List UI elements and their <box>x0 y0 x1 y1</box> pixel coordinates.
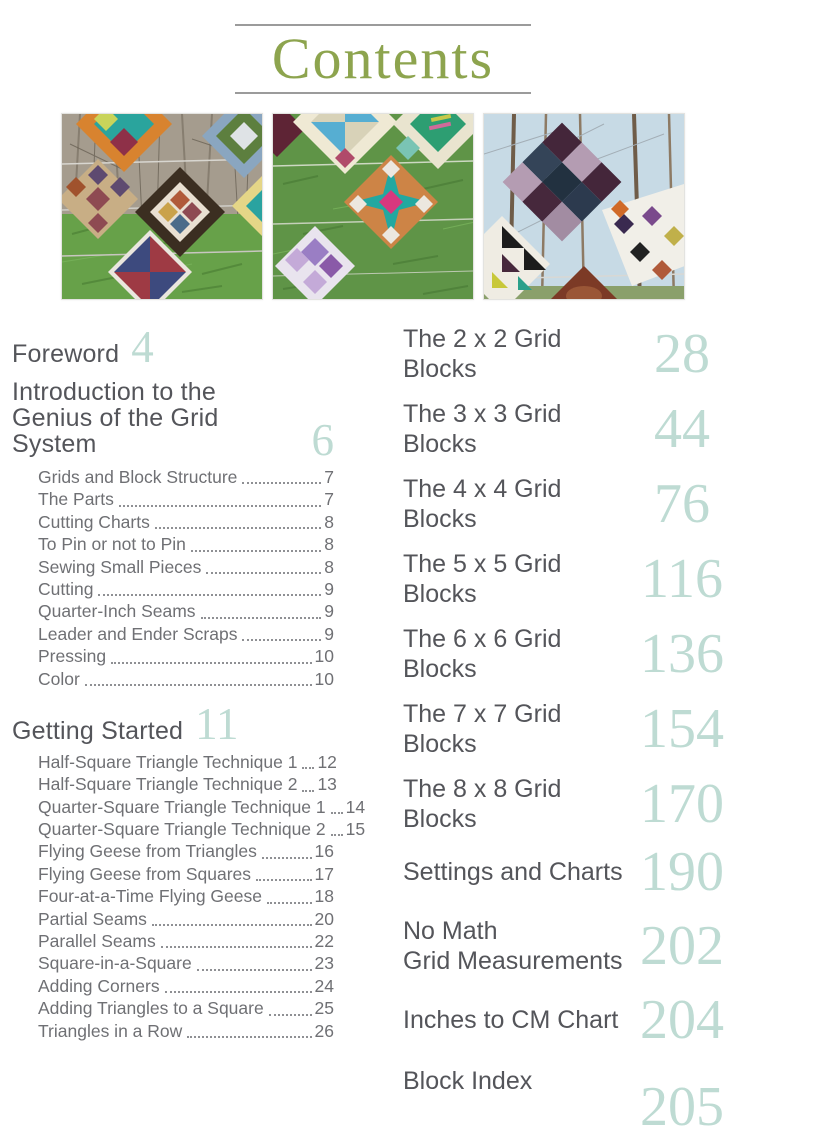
toc-item-row <box>38 624 334 646</box>
dot-leader <box>161 946 312 948</box>
quilt-photo-1-art <box>62 114 263 300</box>
toc-item-row <box>38 467 334 489</box>
toc-item-page: 12 <box>317 751 337 772</box>
toc-item-page: 20 <box>314 908 334 929</box>
toc-item-row <box>38 557 334 579</box>
entry-3x3-grid-blocks <box>403 399 741 459</box>
title-rule-bottom <box>235 92 531 94</box>
toc-item-page: 8 <box>324 534 334 555</box>
toc-item-label: Grids and Block Structure <box>38 467 238 487</box>
quilt-photo-2-art <box>273 114 474 300</box>
dot-leader <box>269 1014 312 1016</box>
section-heading-getting-started <box>12 698 334 749</box>
dot-leader <box>262 857 312 859</box>
toc-item-row <box>38 886 334 908</box>
toc-item-label: Quarter-Inch Seams <box>38 601 196 622</box>
entry-label: Settings and Charts <box>403 858 623 886</box>
dot-leader <box>302 790 314 792</box>
toc-item-label: To Pin or not to Pin <box>38 534 186 555</box>
dot-leader <box>242 639 321 641</box>
toc-item-page: 16 <box>314 841 334 862</box>
toc-item-label: Square-in-a-Square <box>38 953 192 974</box>
toc-item-row <box>38 976 334 998</box>
dot-leader <box>331 812 343 814</box>
toc-item-label: Flying Geese from Triangles <box>38 841 257 862</box>
toc-item-label: Half-Square Triangle Technique 1 <box>38 751 298 772</box>
toc-item-row <box>38 796 366 819</box>
toc-item-label: Quarter-Square Triangle Technique 1 <box>38 796 326 817</box>
section-page-number: 11 <box>195 698 239 749</box>
dot-leader <box>165 991 312 993</box>
entry-2x2-grid-blocks <box>403 324 741 384</box>
entry-page-number: 204 <box>640 989 724 1051</box>
toc-item-row <box>38 751 337 774</box>
entry-no-math-grid-measurements <box>403 910 741 982</box>
toc-item-label: Parallel Seams <box>38 931 156 952</box>
dot-leader <box>331 834 343 836</box>
entry-page-number: 205 <box>640 1076 724 1138</box>
section-title: Getting Started <box>12 716 184 745</box>
toc-item-label: Cutting Charts <box>38 511 150 532</box>
toc-item-row <box>38 669 334 691</box>
section-title: Introduction to the Genius of the Grid System <box>12 378 219 458</box>
dot-leader <box>197 969 312 971</box>
toc-item-label: Pressing <box>38 646 107 667</box>
toc-item-row <box>38 534 334 556</box>
toc-item-label: The Parts <box>38 489 114 510</box>
entry-label: The 4 x 4 Grid Blocks <box>403 475 562 533</box>
toc-item-page: 25 <box>314 998 334 1019</box>
toc-item-row <box>38 512 334 534</box>
getting-started-items <box>38 751 366 1043</box>
toc-item-label: Cutting <box>38 578 94 599</box>
toc-item-page: 9 <box>324 578 334 599</box>
dot-leader <box>206 572 321 574</box>
section-page-number: 6 <box>311 415 334 465</box>
photo-strip <box>61 113 685 300</box>
toc-item-label: Partial Seams <box>38 908 147 929</box>
entry-page-number: 154 <box>640 698 724 760</box>
toc-item-label: Four-at-a-Time Flying Geese <box>38 886 262 907</box>
dot-leader <box>187 1036 311 1038</box>
toc-item-row <box>38 646 334 668</box>
introduction-items <box>38 467 334 691</box>
toc-left-column <box>12 322 366 1043</box>
toc-item-page: 26 <box>314 1020 334 1041</box>
toc-item-row <box>38 819 366 841</box>
dot-leader <box>155 527 321 529</box>
toc-item-page: 22 <box>314 931 334 952</box>
dot-leader <box>302 767 314 769</box>
toc-item-page: 7 <box>324 489 334 510</box>
toc-item-page: 8 <box>324 511 334 532</box>
toc-item-page: 18 <box>314 886 334 907</box>
dot-leader <box>191 550 321 552</box>
quilt-photo-3-art <box>484 114 685 300</box>
entry-label: Block Index <box>403 1067 533 1095</box>
entry-7x7-grid-blocks <box>403 699 741 759</box>
toc-item-label: Triangles in a Row <box>38 1020 183 1041</box>
toc-item-row <box>38 601 334 623</box>
toc-item-row <box>38 953 334 975</box>
entry-label: The 3 x 3 Grid Blocks <box>403 400 562 458</box>
toc-item-row <box>38 931 334 953</box>
toc-item-label: Half-Square Triangle Technique 2 <box>38 774 298 795</box>
toc-item-label: Flying Geese from Squares <box>38 863 252 884</box>
toc-item-label: Color <box>38 668 80 689</box>
toc-item-label: Leader and Ender Scraps <box>38 623 238 644</box>
toc-item-page: 15 <box>345 819 366 840</box>
entry-page-number: 44 <box>654 398 710 460</box>
quilt-photo-3 <box>483 113 685 300</box>
toc-item-page: 14 <box>345 796 366 817</box>
entry-label: No Math Grid Measurements <box>403 917 623 975</box>
dot-leader <box>85 684 312 686</box>
entry-label: Inches to CM Chart <box>403 1006 619 1034</box>
section-heading-foreword <box>12 322 334 372</box>
page-title: Contents <box>271 26 495 91</box>
entry-page-number: 170 <box>640 773 724 835</box>
entry-label: The 5 x 5 Grid Blocks <box>403 550 562 608</box>
toc-item-row <box>38 864 334 886</box>
dot-leader <box>256 879 312 881</box>
entry-label: The 6 x 6 Grid Blocks <box>403 625 562 683</box>
entry-label: The 7 x 7 Grid Blocks <box>403 700 562 758</box>
toc-item-label: Sewing Small Pieces <box>38 556 202 577</box>
toc-item-page: 9 <box>324 601 334 622</box>
entry-8x8-grid-blocks <box>403 774 741 834</box>
toc-item-page: 13 <box>317 774 337 795</box>
dot-leader <box>242 482 321 484</box>
entry-page-number: 136 <box>640 623 724 685</box>
entry-label: The 2 x 2 Grid Blocks <box>403 325 562 383</box>
toc-item-label: Quarter-Square Triangle Technique 2 <box>38 819 326 840</box>
toc-item-row <box>38 909 334 931</box>
section-title: Foreword <box>12 340 120 368</box>
quilt-photo-1 <box>61 113 263 300</box>
toc-item-row <box>38 774 337 796</box>
entry-block-index <box>403 1058 741 1138</box>
section-page-number: 4 <box>131 322 154 372</box>
toc-item-page: 23 <box>314 953 334 974</box>
quilt-photo-2 <box>272 113 474 300</box>
dot-leader <box>201 617 322 619</box>
toc-item-page: 10 <box>314 646 334 667</box>
toc-item-row <box>38 489 334 511</box>
toc-item-label: Adding Triangles to a Square <box>38 998 264 1019</box>
entry-settings-and-charts <box>403 841 741 903</box>
entry-4x4-grid-blocks <box>403 474 741 534</box>
dot-leader <box>119 505 321 507</box>
page-header <box>235 24 531 94</box>
section-heading-introduction <box>12 378 334 465</box>
toc-item-page: 8 <box>324 556 334 577</box>
entry-inches-to-cm-chart <box>403 989 741 1051</box>
toc-item-page: 7 <box>324 467 334 487</box>
toc-right-column <box>403 323 741 1138</box>
dot-leader <box>98 594 321 596</box>
dot-leader <box>152 924 312 926</box>
toc-item-row <box>38 998 334 1020</box>
toc-item-row <box>38 579 334 601</box>
entry-page-number: 202 <box>640 915 724 977</box>
dot-leader <box>111 662 311 664</box>
toc-item-label: Adding Corners <box>38 975 160 996</box>
entry-page-number: 116 <box>641 548 723 610</box>
toc-item-page: 24 <box>314 975 334 996</box>
entry-page-number: 76 <box>654 473 710 535</box>
entry-6x6-grid-blocks <box>403 624 741 684</box>
dot-leader <box>267 902 312 904</box>
toc-item-page: 10 <box>314 668 334 689</box>
toc-item-row <box>38 841 334 863</box>
entry-5x5-grid-blocks <box>403 549 741 609</box>
toc-item-page: 9 <box>324 623 334 644</box>
entry-label: The 8 x 8 Grid Blocks <box>403 775 562 833</box>
toc-item-page: 17 <box>314 863 334 884</box>
entry-page-number: 190 <box>640 841 724 903</box>
entry-page-number: 28 <box>654 323 710 385</box>
